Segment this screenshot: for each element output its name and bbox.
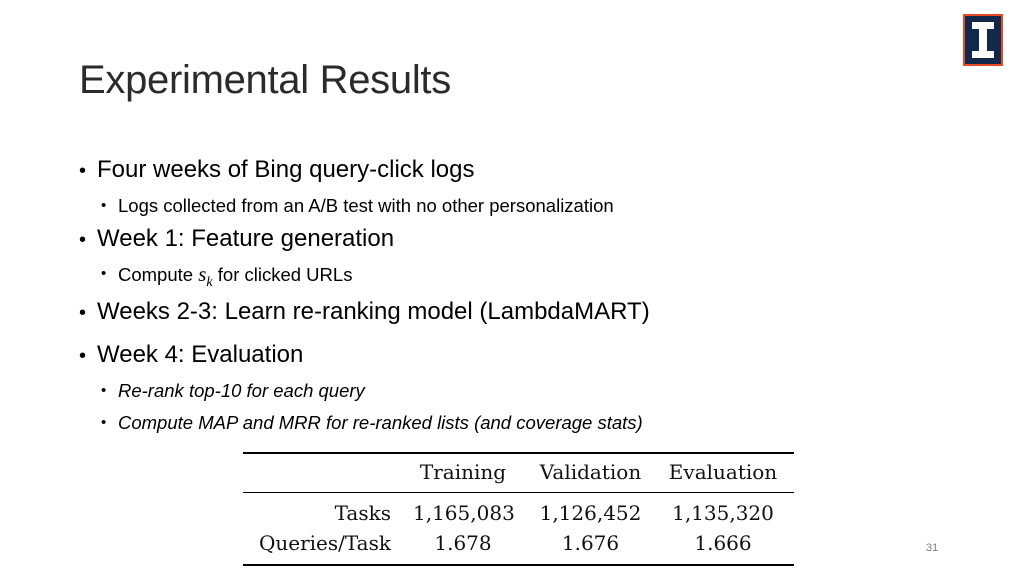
header-validation: Validation [539, 460, 642, 484]
cell-qpt-evaluation: 1.666 [694, 531, 752, 555]
bullet-dot: • [101, 414, 107, 431]
sub-bullet-rerank: Re-rank top-10 for each query [118, 380, 365, 401]
bullet-weeks-2-3: Weeks 2-3: Learn re-ranking model (LambdaMART) [97, 298, 650, 325]
bullet-dot: • [79, 229, 87, 251]
dataset-stats-table [243, 452, 794, 566]
math-s-k: $s_k$ [198, 262, 213, 291]
bullet-weeks-logs: Four weeks of Bing query-click logs [97, 156, 475, 183]
sub-bullet-compute-sk [118, 262, 352, 291]
row-label-tasks: Tasks [334, 501, 391, 525]
illinois-block-i-logo-icon [963, 14, 1003, 66]
page-number: 31 [926, 542, 939, 554]
cell-tasks-evaluation: 1,135,320 [672, 501, 774, 525]
compute-suffix: for clicked URLs [212, 264, 353, 285]
compute-prefix: Compute [118, 264, 199, 285]
sub-bullet-ab-test: Logs collected from an A/B test with no other personalization [118, 195, 614, 216]
table-mid-rule [243, 492, 794, 493]
row-label-queries-per-task: Queries/Task [258, 531, 391, 555]
sub-bullet-map-mrr: Compute MAP and MRR for re-ranked lists (and coverage stats) [118, 412, 643, 433]
bullet-dot: • [101, 197, 107, 214]
header-evaluation: Evaluation [668, 460, 778, 484]
header-training: Training [419, 460, 507, 484]
bullet-dot: • [79, 345, 87, 367]
table-top-rule [243, 452, 794, 454]
bullet-week1: Week 1: Feature generation [97, 225, 395, 252]
cell-tasks-validation: 1,126,452 [539, 501, 642, 525]
bullet-dot: • [79, 302, 87, 324]
slide-title: Experimental Results [79, 58, 451, 102]
cell-tasks-training: 1,165,083 [413, 501, 515, 525]
table-bottom-rule [243, 564, 794, 566]
cell-qpt-training: 1.678 [434, 531, 492, 555]
bullet-dot: • [101, 265, 107, 282]
bullet-dot: • [79, 160, 87, 182]
bullet-week-4: Week 4: Evaluation [97, 341, 304, 368]
bullet-dot: • [101, 382, 107, 399]
cell-qpt-validation: 1.676 [561, 531, 620, 555]
